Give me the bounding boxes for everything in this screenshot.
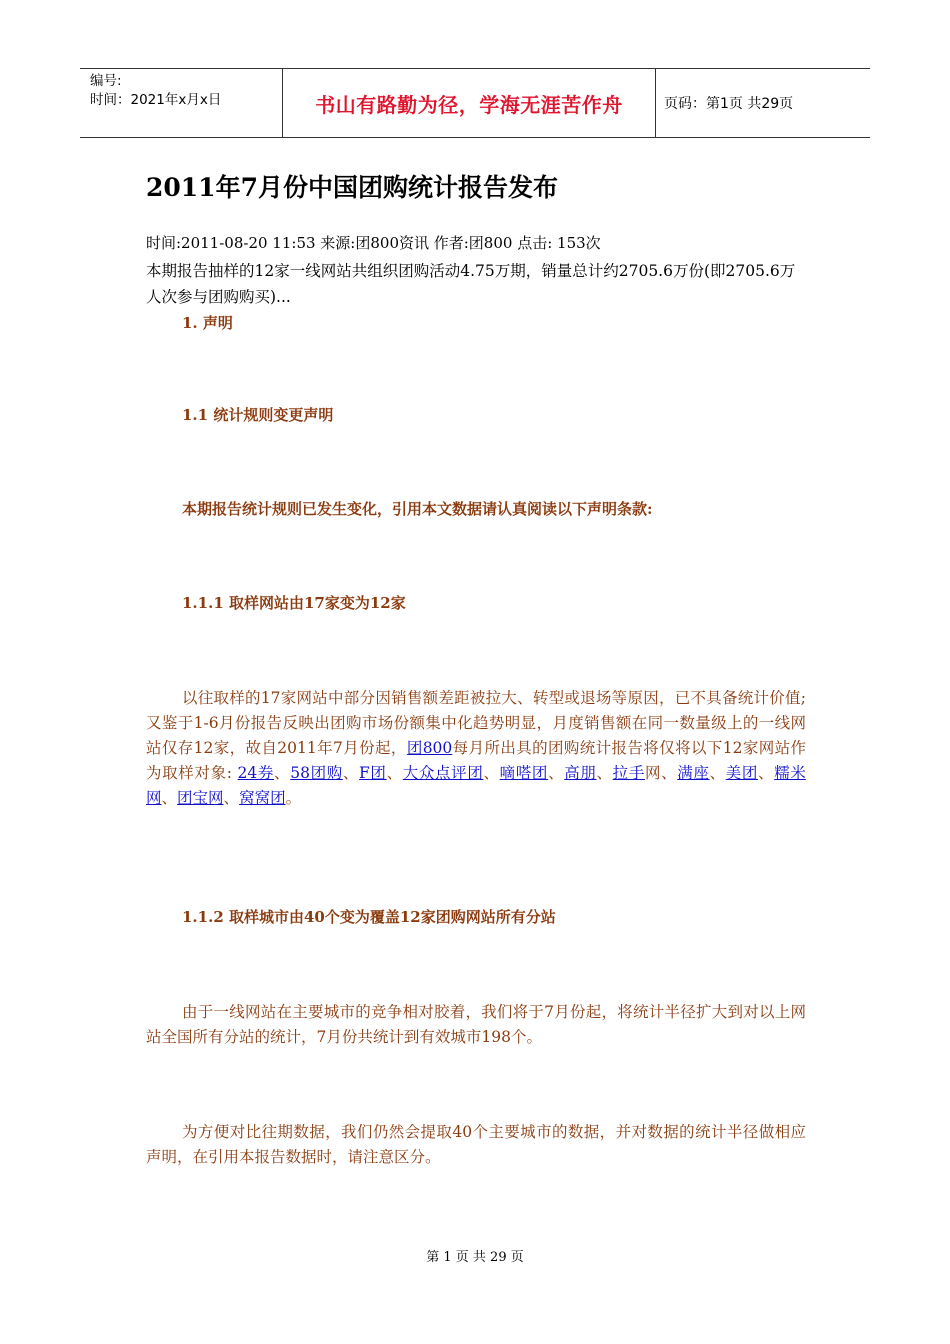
section-heading-1-1-1: 1.1.1 取样网站由17家变为12家 (182, 594, 406, 612)
site-link-dianping[interactable]: 大众点评团 (402, 764, 484, 782)
article-summary: 本期报告抽样的12家一线网站共组织团购活动4.75万期，销量总计约2705.6万份(即2705.6万人次参与团购购买)... (146, 262, 796, 306)
motto: 书山有路勤为径，学海无涯苦作舟 (315, 92, 623, 117)
header-page-code (656, 69, 870, 137)
time-label: 时间：2021年x月x日 (90, 92, 222, 108)
page-code: 页码：第1页 共29页 (664, 96, 794, 112)
site-link-nuomi[interactable]: 糯米网 (146, 764, 806, 807)
site-link-ftuan[interactable]: F团 (359, 764, 387, 782)
paragraph-sampling-sites: 以往取样的17家网站中部分因销售额差距被拉大、转型或退场等原因，已不具备统计价值;又鉴于1-6月份报告反映出团购市场份额集中化趋势明显，月度销售额在同一数量级上的一线网站仅存12家，故自2011年7月份起，团800每月所出具的团购统计报告将仅将以下12家网站作为取样对象: 24券、58团购、F团、大众点评团、嘀嗒团、高朋、拉手网、满座、美团、糯米网、团宝网、窝窝团。 (146, 689, 806, 807)
section-heading-1-1-2: 1.1.2 取样城市由40个变为覆盖12家团购网站所有分站 (182, 908, 556, 926)
article-meta: 时间:2011-08-20 11:53 来源:团800资讯 作者:团800 点击: 153次 (146, 234, 601, 252)
page-header (80, 68, 870, 138)
site-link-tuanbao[interactable]: 团宝网 (177, 789, 224, 807)
para1-text: 以往取样的17家网站中部分因销售额差距被拉大、转型或退场等原因，已不具备统计价值;又鉴于1-6月份报告反映出团购市场份额集中化趋势明显，月度销售额在同一数量级上的一线网站仅存12家，故自2011年7月份起， (146, 689, 806, 757)
site-link-wowotuan[interactable]: 窝窝团 (239, 789, 286, 807)
section-heading-1-1: 1.1 统计规则变更声明 (182, 406, 334, 424)
number-label: 编号: (90, 73, 122, 89)
site-link-didatuan[interactable]: 嘀嗒团 (499, 764, 549, 782)
site-link-58tuan[interactable]: 58团购 (290, 764, 343, 782)
site-link-gaopeng[interactable]: 高朋 (564, 764, 597, 782)
notice-text: 本期报告统计规则已发生变化，引用本文数据请认真阅读以下声明条款: (182, 500, 653, 518)
site-link-meituan[interactable]: 美团 (725, 764, 759, 782)
paragraph-data-comparison: 为方便对比往期数据，我们仍然会提取40个主要城市的数据，并对数据的统计半径做相应声明，在引用本报告数据时，请注意区分。 (146, 1123, 806, 1166)
site-link-lashou[interactable]: 拉手 (612, 764, 645, 782)
section-heading-1: 1. 声明 (182, 314, 233, 332)
page-footer: 第 1 页 共 29 页 (426, 1250, 524, 1265)
header-motto-cell (282, 69, 656, 137)
brand-link-tuan800[interactable]: 团800 (406, 739, 453, 757)
header-info (80, 69, 282, 137)
page-title: 2011年7月份中国团购统计报告发布 (146, 173, 558, 202)
para1-mid: 每月所出具的团购统计报告将仅将以下12家网站作为取样对象: (146, 739, 806, 782)
site-link-24quan[interactable]: 24券 (237, 764, 275, 782)
paragraph-sampling-cities: 由于一线网站在主要城市的竞争相对胶着，我们将于7月份起，将统计半径扩大到对以上网站全国所有分站的统计，7月份共统计到有效城市198个。 (146, 1003, 806, 1046)
site-link-manzuo[interactable]: 满座 (677, 764, 710, 782)
